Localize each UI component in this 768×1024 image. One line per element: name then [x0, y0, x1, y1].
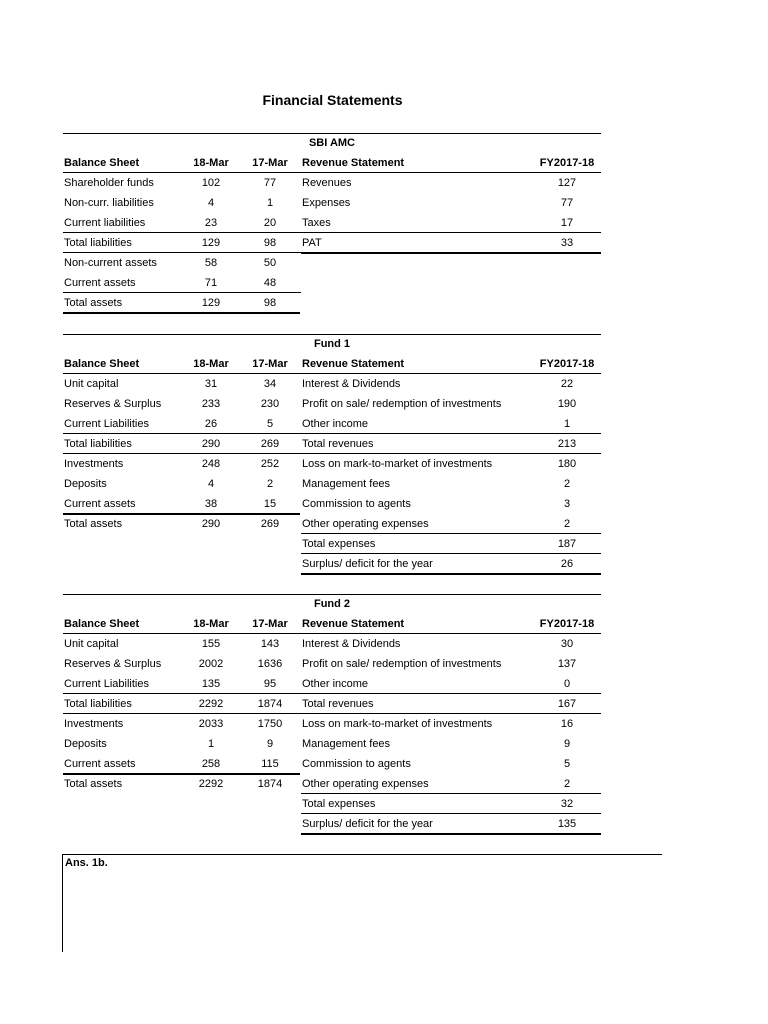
table-row: [63, 794, 601, 814]
table-row: [63, 814, 601, 834]
balance-18-mar: 248: [201, 458, 221, 470]
revenue-statement-header: Revenue Statement: [302, 157, 405, 169]
revenue-value: 167: [557, 698, 577, 710]
col-18-mar-header: 18-Mar: [193, 157, 229, 169]
revenue-value: 2: [563, 778, 571, 790]
section-title: Fund 1: [63, 334, 601, 354]
revenue-label: Management fees: [302, 478, 391, 490]
revenue-label: Revenues: [302, 177, 352, 189]
divider: [301, 793, 601, 794]
balance-18-mar: 233: [201, 398, 221, 410]
balance-label: Unit capital: [64, 378, 119, 390]
balance-18-mar: 258: [201, 758, 221, 770]
divider: [63, 453, 601, 454]
balance-18-mar: 155: [201, 638, 221, 650]
revenue-value: 22: [560, 378, 574, 390]
revenue-label: Surplus/ deficit for the year: [302, 818, 433, 830]
table-row: [63, 374, 601, 394]
balance-18-mar: 102: [201, 177, 221, 189]
balance-label: Total liabilities: [64, 698, 132, 710]
divider: [63, 252, 301, 253]
balance-17-mar: 269: [260, 438, 280, 450]
section-title: SBI AMC: [63, 133, 601, 153]
balance-sheet-header: Balance Sheet: [64, 358, 140, 370]
revenue-value: 127: [557, 177, 577, 189]
revenue-value: 180: [557, 458, 577, 470]
fy-header: FY2017-18: [539, 157, 595, 169]
answer-label: Ans. 1b.: [65, 857, 108, 869]
revenue-label: Management fees: [302, 738, 391, 750]
table-row: [63, 554, 601, 574]
balance-17-mar: 77: [263, 177, 277, 189]
divider: [301, 813, 601, 814]
table-row: [63, 414, 601, 434]
table-row: [63, 454, 601, 474]
fy-header: FY2017-18: [539, 618, 595, 630]
divider: [63, 312, 300, 314]
balance-17-mar: 1: [266, 197, 274, 209]
table-row: [63, 253, 601, 273]
balance-label: Current liabilities: [64, 217, 146, 229]
balance-label: Total assets: [64, 778, 123, 790]
revenue-label: PAT: [302, 237, 322, 249]
balance-label: Reserves & Surplus: [64, 398, 162, 410]
col-18-mar-header: 18-Mar: [193, 358, 229, 370]
table-row: [63, 233, 601, 253]
table-row: [63, 394, 601, 414]
table-row: [63, 514, 601, 534]
revenue-label: Taxes: [302, 217, 331, 229]
balance-17-mar: 34: [263, 378, 277, 390]
balance-18-mar: 58: [204, 257, 218, 269]
revenue-value: 0: [563, 678, 571, 690]
balance-17-mar: 230: [260, 398, 280, 410]
table-row: [63, 273, 601, 293]
balance-17-mar: 115: [261, 758, 279, 770]
table-row: [63, 293, 601, 313]
revenue-label: Other operating expenses: [302, 518, 429, 530]
balance-label: Deposits: [64, 478, 107, 490]
table-row: [63, 634, 601, 654]
divider: [63, 232, 601, 233]
balance-18-mar: 23: [204, 217, 218, 229]
balance-label: Deposits: [64, 738, 107, 750]
balance-18-mar: 129: [201, 237, 221, 249]
table-row: [63, 774, 601, 794]
balance-label: Non-curr. liabilities: [64, 197, 154, 209]
balance-17-mar: 1874: [257, 698, 283, 710]
revenue-label: Commission to agents: [302, 498, 411, 510]
col-17-mar-header: 17-Mar: [252, 157, 288, 169]
balance-label: Current assets: [64, 277, 136, 289]
balance-sheet-header: Balance Sheet: [64, 618, 140, 630]
balance-sheet-header: Balance Sheet: [64, 157, 140, 169]
balance-label: Current assets: [64, 758, 136, 770]
table-row: [63, 754, 601, 774]
balance-18-mar: 38: [204, 498, 218, 510]
balance-18-mar: 4: [207, 197, 215, 209]
balance-18-mar: 2033: [198, 718, 224, 730]
revenue-value: 1: [563, 418, 571, 430]
revenue-label: Other operating expenses: [302, 778, 429, 790]
balance-18-mar: 2002: [198, 658, 224, 670]
revenue-label: Total expenses: [302, 538, 376, 550]
revenue-label: Profit on sale/ redemption of investments: [302, 658, 502, 670]
revenue-label: Total revenues: [302, 698, 374, 710]
balance-17-mar: 1874: [257, 778, 283, 790]
revenue-value: 135: [557, 818, 577, 830]
balance-17-mar: 95: [263, 678, 277, 690]
divider: [63, 172, 601, 173]
divider: [63, 773, 300, 775]
balance-17-mar: 269: [260, 518, 280, 530]
revenue-value: 3: [563, 498, 571, 510]
table-row: [63, 734, 601, 754]
revenue-value: 137: [557, 658, 577, 670]
section-sbi-amc: [63, 133, 601, 313]
revenue-label: Profit on sale/ redemption of investments: [302, 398, 502, 410]
balance-label: Shareholder funds: [64, 177, 154, 189]
table-row: [63, 694, 601, 714]
table-row: [63, 714, 601, 734]
table-row: [63, 534, 601, 554]
col-18-mar-header: 18-Mar: [193, 618, 229, 630]
balance-17-mar: 5: [266, 418, 274, 430]
revenue-value: 9: [563, 738, 571, 750]
table-row: [63, 434, 601, 454]
balance-18-mar: 129: [201, 297, 221, 309]
revenue-value: 77: [560, 197, 574, 209]
revenue-value: 2: [563, 518, 571, 530]
balance-label: Investments: [64, 718, 124, 730]
revenue-statement-header: Revenue Statement: [302, 618, 405, 630]
balance-18-mar: 135: [201, 678, 221, 690]
divider: [301, 573, 601, 575]
divider: [63, 713, 601, 714]
balance-17-mar: 143: [260, 638, 280, 650]
balance-18-mar: 290: [201, 438, 221, 450]
balance-18-mar: 2292: [198, 698, 224, 710]
revenue-label: Surplus/ deficit for the year: [302, 558, 433, 570]
revenue-label: Interest & Dividends: [302, 378, 401, 390]
balance-label: Current assets: [64, 498, 136, 510]
table-header-row: [63, 153, 601, 173]
revenue-label: Other income: [302, 678, 369, 690]
divider: [301, 553, 601, 554]
balance-17-mar: 252: [260, 458, 280, 470]
balance-17-mar: 98: [263, 237, 277, 249]
balance-label: Total assets: [64, 518, 123, 530]
balance-18-mar: 26: [204, 418, 218, 430]
table-row: [63, 213, 601, 233]
balance-17-mar: 1636: [257, 658, 283, 670]
revenue-label: Total revenues: [302, 438, 374, 450]
balance-label: Current Liabilities: [64, 418, 149, 430]
revenue-value: 32: [560, 798, 574, 810]
balance-label: Non-current assets: [64, 257, 157, 269]
table-header-row: [63, 614, 601, 634]
table-row: [63, 474, 601, 494]
balance-label: Current Liabilities: [64, 678, 149, 690]
answer-box[interactable]: [62, 854, 662, 952]
table-row: [63, 193, 601, 213]
revenue-label: Interest & Dividends: [302, 638, 401, 650]
revenue-statement-header: Revenue Statement: [302, 358, 405, 370]
revenue-value: 187: [557, 538, 577, 550]
balance-18-mar: 290: [201, 518, 221, 530]
balance-label: Total liabilities: [64, 237, 132, 249]
balance-17-mar: 98: [263, 297, 277, 309]
revenue-label: Loss on mark-to-market of investments: [302, 718, 493, 730]
balance-17-mar: 1750: [257, 718, 283, 730]
divider: [63, 513, 300, 515]
balance-18-mar: 1: [207, 738, 215, 750]
col-17-mar-header: 17-Mar: [252, 618, 288, 630]
revenue-value: 26: [560, 558, 574, 570]
divider: [301, 833, 601, 835]
balance-17-mar: 50: [263, 257, 277, 269]
revenue-label: Loss on mark-to-market of investments: [302, 458, 493, 470]
divider: [301, 252, 601, 254]
balance-18-mar: 31: [204, 378, 218, 390]
revenue-value: 17: [560, 217, 574, 229]
table-row: [63, 654, 601, 674]
balance-label: Total assets: [64, 297, 123, 309]
balance-label: Total liabilities: [64, 438, 132, 450]
revenue-value: 5: [563, 758, 571, 770]
balance-18-mar: 71: [204, 277, 218, 289]
revenue-label: Other income: [302, 418, 369, 430]
divider: [63, 633, 601, 634]
page-title: Financial Statements: [262, 92, 403, 108]
balance-17-mar: 2: [266, 478, 274, 490]
section-fund-2: [63, 594, 601, 834]
balance-label: Investments: [64, 458, 124, 470]
table-row: [63, 494, 601, 514]
fy-header: FY2017-18: [539, 358, 595, 370]
revenue-value: 213: [557, 438, 577, 450]
balance-18-mar: 2292: [198, 778, 224, 790]
revenue-value: 190: [557, 398, 577, 410]
divider: [63, 693, 601, 694]
balance-17-mar: 48: [263, 277, 277, 289]
table-header-row: [63, 354, 601, 374]
divider: [301, 533, 601, 534]
divider: [63, 373, 601, 374]
balance-label: Reserves & Surplus: [64, 658, 162, 670]
balance-17-mar: 20: [263, 217, 277, 229]
revenue-value: 30: [560, 638, 574, 650]
revenue-label: Expenses: [302, 197, 351, 209]
revenue-value: 16: [560, 718, 574, 730]
balance-17-mar: 9: [266, 738, 274, 750]
divider: [63, 433, 601, 434]
divider: [63, 292, 301, 293]
balance-17-mar: 15: [263, 498, 277, 510]
table-row: [63, 173, 601, 193]
balance-label: Unit capital: [64, 638, 119, 650]
balance-18-mar: 4: [207, 478, 215, 490]
revenue-label: Commission to agents: [302, 758, 411, 770]
section-title: Fund 2: [63, 594, 601, 614]
table-row: [63, 674, 601, 694]
revenue-value: 2: [563, 478, 571, 490]
section-fund-1: [63, 334, 601, 574]
col-17-mar-header: 17-Mar: [252, 358, 288, 370]
revenue-label: Total expenses: [302, 798, 376, 810]
revenue-value: 33: [560, 237, 574, 249]
